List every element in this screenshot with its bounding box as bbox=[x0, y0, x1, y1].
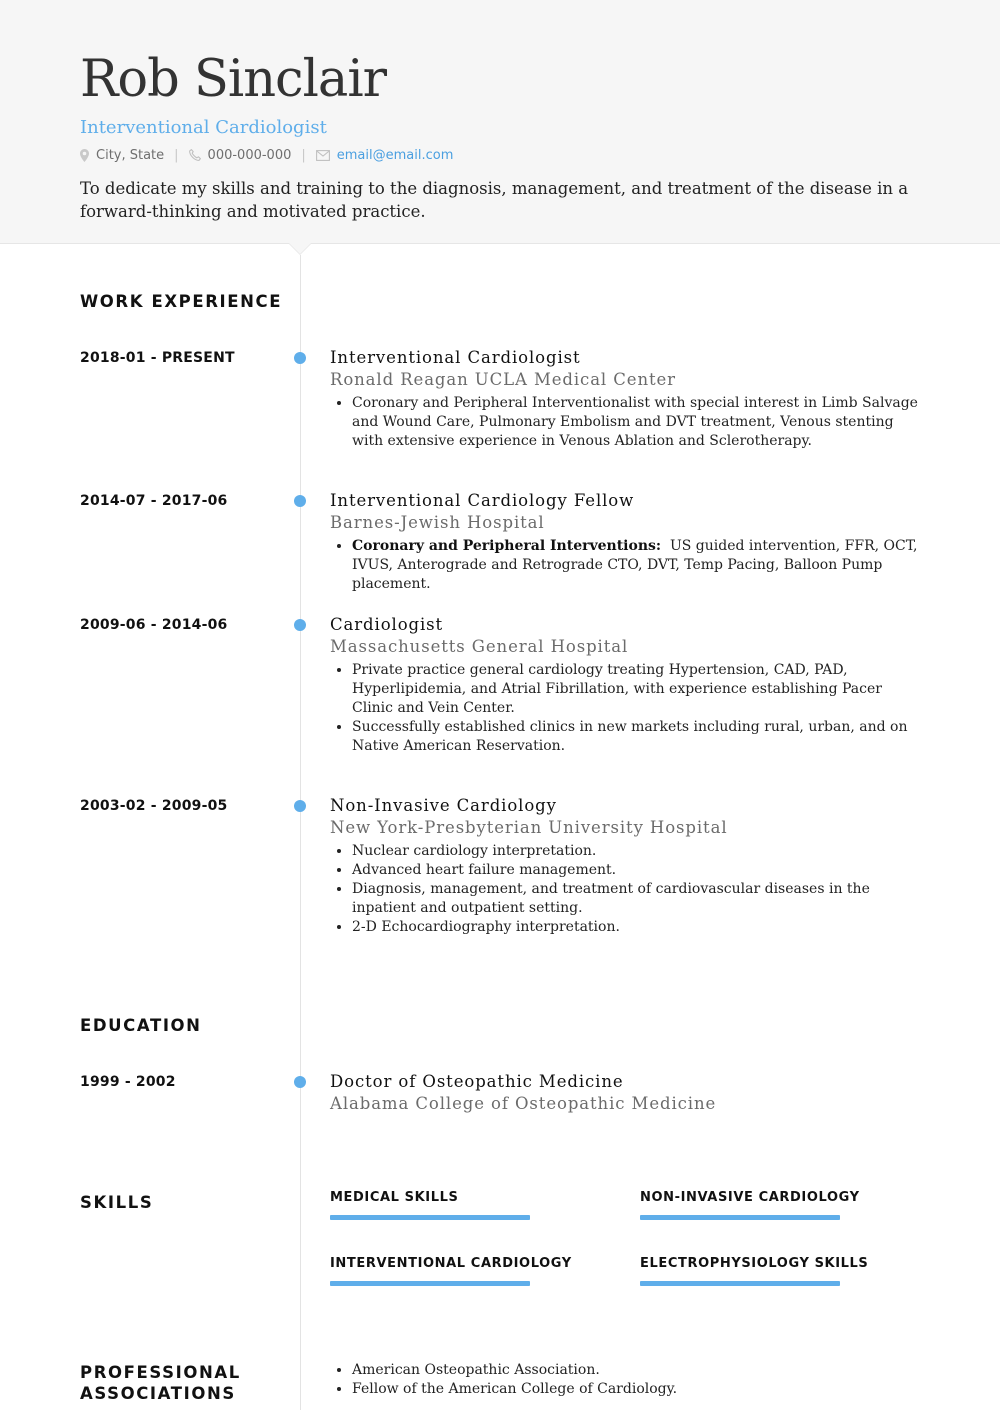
associations-heading-line: PROFESSIONAL bbox=[80, 1363, 241, 1382]
job-bullets bbox=[330, 394, 925, 451]
job-bullet: • 2-D Echocardiography interpretation. bbox=[352, 918, 925, 937]
job-organization: Ronald Reagan UCLA Medical Center bbox=[330, 370, 676, 389]
skill-item bbox=[640, 1190, 880, 1220]
job-bullets bbox=[330, 537, 925, 594]
job-bullet: • Advanced heart failure management. bbox=[352, 861, 925, 880]
header-notch bbox=[289, 243, 311, 254]
job-dates: 2014-07 - 2017-06 bbox=[80, 493, 228, 509]
timeline-dot bbox=[294, 495, 306, 507]
job-entry bbox=[330, 347, 925, 451]
contact-location: City, State bbox=[96, 147, 165, 163]
skill-label: NON-INVASIVE CARDIOLOGY bbox=[640, 1190, 860, 1205]
job-bullet: • Private practice general cardiology treating Hypertension, CAD, PAD, Hyperlipidemia, and Atrial Fibrillation, with experience establishing Pacer Clinic and Vein Center. bbox=[352, 661, 925, 718]
timeline-dot bbox=[294, 800, 306, 812]
contact-email-link[interactable]: email@email.com bbox=[336, 147, 454, 163]
candidate-name: Rob Sinclair bbox=[80, 50, 387, 109]
timeline-dot bbox=[294, 1076, 306, 1088]
skill-bar-fill bbox=[640, 1281, 840, 1286]
job-position: Interventional Cardiology Fellow bbox=[330, 491, 635, 510]
associations-list bbox=[330, 1361, 925, 1399]
job-bullets bbox=[330, 842, 925, 937]
timeline-line bbox=[300, 255, 301, 1410]
resume-header bbox=[0, 0, 1000, 244]
skill-bar bbox=[330, 1215, 530, 1220]
job-position: Non-Invasive Cardiology bbox=[330, 796, 557, 815]
job-bullets bbox=[330, 661, 925, 756]
job-bullet-text: US guided intervention, FFR, OCT, IVUS, Anterograde and Retrograde CTO, DVT, Temp Pacing, Balloon Pump placement. bbox=[352, 538, 918, 592]
work-experience-heading: WORK EXPERIENCE bbox=[80, 292, 283, 311]
contact-line bbox=[80, 145, 453, 165]
skill-label: MEDICAL SKILLS bbox=[330, 1190, 459, 1205]
job-dates: 2009-06 - 2014-06 bbox=[80, 617, 228, 633]
skill-item bbox=[330, 1190, 570, 1220]
job-bullet: • Diagnosis, management, and treatment of cardiovascular diseases in the inpatient and outpatient setting. bbox=[352, 880, 925, 918]
skill-label: INTERVENTIONAL CARDIOLOGY bbox=[330, 1256, 572, 1271]
job-entry bbox=[330, 795, 925, 937]
job-bullet bbox=[352, 537, 925, 594]
contact-phone: 000-000-000 bbox=[207, 147, 292, 163]
skill-bar bbox=[640, 1215, 840, 1220]
job-position: Cardiologist bbox=[330, 615, 444, 634]
job-bullet: • Nuclear cardiology interpretation. bbox=[352, 842, 925, 861]
skill-bar-fill bbox=[330, 1215, 530, 1220]
education-dates: 1999 - 2002 bbox=[80, 1074, 176, 1090]
education-heading: EDUCATION bbox=[80, 1016, 202, 1035]
envelope-icon bbox=[316, 150, 330, 161]
education-entry bbox=[330, 1071, 925, 1115]
job-bullet: • Coronary and Peripheral Interventionalist with special interest in Limb Salvage and Wound Care, Pulmonary Embolism and DVT treatment, Venous stenting with extensive experience in Venous Ablation and Sclerotherapy. bbox=[352, 394, 925, 451]
associations-heading-line: ASSOCIATIONS bbox=[80, 1384, 236, 1403]
map-pin-icon bbox=[80, 149, 89, 162]
skill-item bbox=[640, 1256, 880, 1286]
skill-bar-fill bbox=[330, 1281, 530, 1286]
job-organization: New York-Presbyterian University Hospital bbox=[330, 818, 728, 837]
job-bullet-lead: Coronary and Peripheral Interventions: bbox=[352, 538, 662, 554]
phone-icon bbox=[189, 149, 201, 161]
skill-bar bbox=[330, 1281, 530, 1286]
job-position: Interventional Cardiologist bbox=[330, 348, 581, 367]
contact-separator: | bbox=[301, 147, 306, 163]
contact-separator: | bbox=[174, 147, 179, 163]
job-organization: Massachusetts General Hospital bbox=[330, 637, 629, 656]
association-item: • Fellow of the American College of Cardiology. bbox=[352, 1380, 925, 1399]
skills-heading: SKILLS bbox=[80, 1193, 154, 1212]
job-dates: 2018-01 - PRESENT bbox=[80, 350, 235, 366]
education-school: Alabama College of Osteopathic Medicine bbox=[330, 1094, 717, 1113]
education-degree: Doctor of Osteopathic Medicine bbox=[330, 1072, 624, 1091]
skill-label: ELECTROPHYSIOLOGY SKILLS bbox=[640, 1256, 869, 1271]
associations-heading bbox=[80, 1362, 241, 1404]
skill-bar-fill bbox=[640, 1215, 840, 1220]
job-bullet: • Successfully established clinics in new markets including rural, urban, and on Native American Reservation. bbox=[352, 718, 925, 756]
job-entry bbox=[330, 490, 925, 594]
job-entry bbox=[330, 614, 925, 756]
career-summary: To dedicate my skills and training to the diagnosis, management, and treatment of the disease in a forward-thinking and motivated practice. bbox=[80, 179, 909, 221]
skill-bar bbox=[640, 1281, 840, 1286]
job-dates: 2003-02 - 2009-05 bbox=[80, 798, 228, 814]
job-title: Interventional Cardiologist bbox=[80, 117, 327, 138]
skill-item bbox=[330, 1256, 570, 1286]
job-organization: Barnes-Jewish Hospital bbox=[330, 513, 545, 532]
timeline-dot bbox=[294, 619, 306, 631]
association-item: • American Osteopathic Association. bbox=[352, 1361, 925, 1380]
timeline-dot bbox=[294, 352, 306, 364]
